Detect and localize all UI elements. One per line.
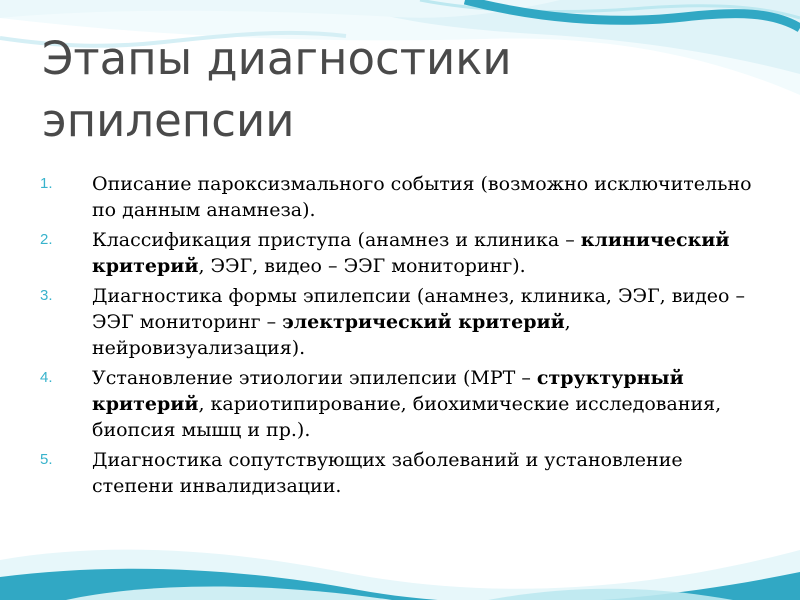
list-item [40, 171, 760, 223]
item-text [92, 365, 760, 443]
item-text-part: Установление этиологии эпилепсии (МРТ – [92, 367, 537, 389]
item-text [92, 171, 760, 223]
slide-title: Этапы диагностики эпилепсии [42, 32, 512, 147]
criterion-label: структурный критерий [92, 367, 684, 415]
criterion-label: клинический критерий [92, 229, 730, 277]
item-number: 2. [40, 231, 53, 248]
item-text-part: Описание пароксизмального события (возможно исключительно по данным анамнеза). [92, 173, 752, 221]
diagnostic-steps-list [40, 171, 760, 503]
item-text [92, 447, 760, 499]
item-text-part: , кариотипирование, биохимические исследования, биопсия мышц и пр.). [92, 393, 722, 441]
criterion-label: электрический критерий [282, 311, 565, 333]
item-number: 3. [40, 287, 53, 304]
item-text [92, 283, 760, 361]
item-text-part: , ЭЭГ, видео – ЭЭГ мониторинг). [198, 255, 526, 277]
item-number: 1. [40, 175, 53, 192]
list-item [40, 283, 760, 361]
item-text [92, 227, 760, 279]
list-item [40, 447, 760, 499]
item-text-part: Диагностика сопутствующих заболеваний и установление степени инвалидизации. [92, 449, 683, 497]
list-item [40, 365, 760, 443]
item-text-part: Классификация приступа (анамнез и клиника – [92, 229, 581, 251]
item-text-part: , нейровизуализация). [92, 311, 571, 359]
item-text-part: Диагностика формы эпилепсии (анамнез, клиника, ЭЭГ, видео – ЭЭГ мониторинг – [92, 285, 746, 333]
item-number: 5. [40, 451, 53, 468]
item-number: 4. [40, 369, 53, 386]
list-item [40, 227, 760, 279]
